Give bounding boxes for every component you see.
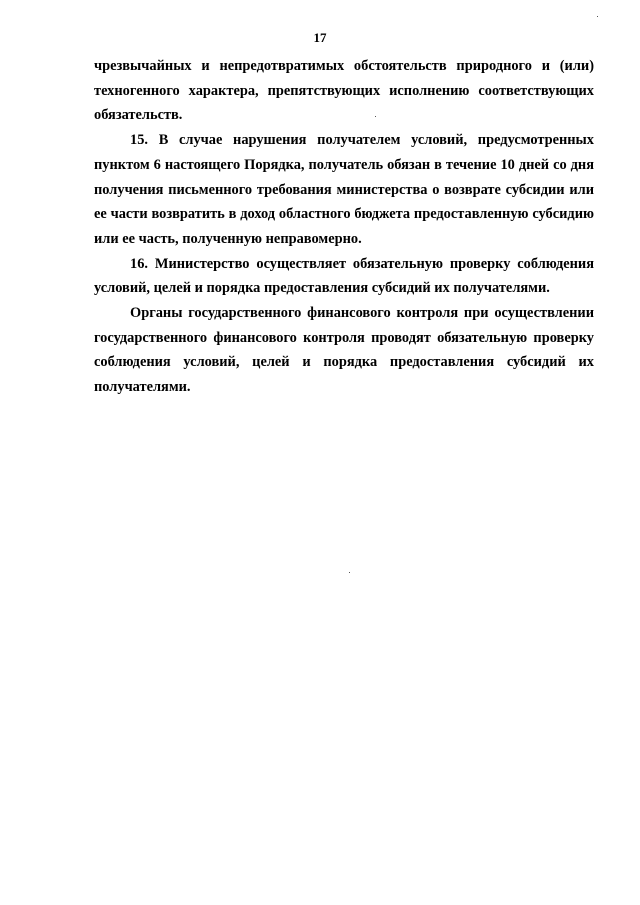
paragraph-15: 15. В случае нарушения получателем условий, предусмотренных пунктом 6 настоящего Порядка, получатель обязан в течение 10 дней со дня получения письменного требования министерства о возврате субсидии или ее части возвратить в доход областного бюджета предоставленную субсидию или ее часть, полученную неправомерно. <box>94 132 594 247</box>
scan-speck <box>597 16 598 17</box>
paragraph-16: 16. Министерство осуществляет обязательную проверку соблюдения условий, целей и порядка предоставления субсидий их получателями. <box>94 255 594 297</box>
paragraph-continuation: чрезвычайных и непредотвратимых обстоятельств природного и (или) техногенного характера, препятствующих исполнению соответствующих обязательств. <box>94 58 594 124</box>
paragraph-control-bodies: Органы государственного финансового контроля при осуществлении государственного финансового контроля проводят обязательную проверку соблюдения условий, целей и порядка предоставления субсидий их получателями. <box>94 305 594 396</box>
document-body <box>94 54 594 400</box>
scan-speck <box>349 572 350 573</box>
page-number: 17 <box>313 30 327 45</box>
scan-speck <box>375 116 376 117</box>
